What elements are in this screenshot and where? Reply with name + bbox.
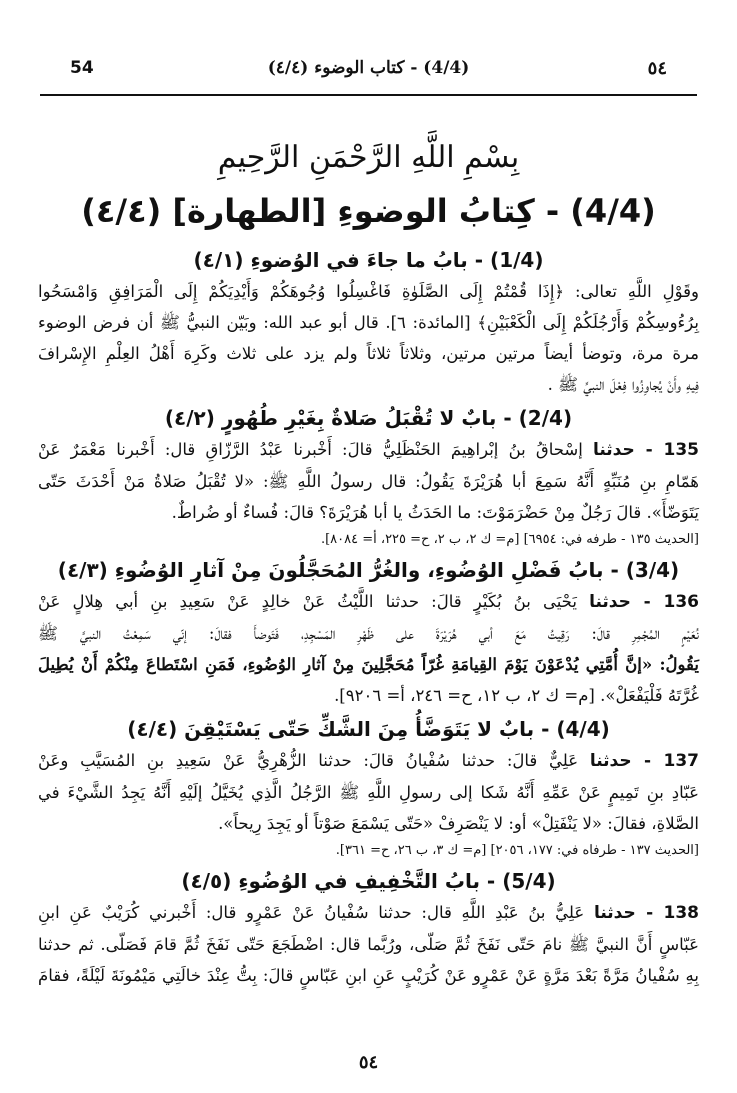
text-line: بِرُءُوسِكُمْ وَأَرْجُلَكُمْ إِلَى الْكَعْبَيْنِ﴾ [المائدة: ٦]. قال أبو عبد الله: وبَيّن النبيُّ ﷺ أن فرض الوضوء	[38, 313, 700, 332]
page-header	[40, 54, 697, 96]
page-number-arabic: ٥٤	[647, 58, 667, 79]
hadith-number: 137 - حدثنا	[589, 751, 699, 771]
chapter-heading: (1/4) - بابُ ما جاءَ في الوُضوءِ (٤/١)	[193, 248, 544, 272]
page-number-latin: 54	[70, 58, 94, 78]
hadith-line	[38, 434, 699, 466]
chapter-heading: (2/4) - بابٌ لا تُقْبَلُ صَلاةٌ بِغَيْرِ طُهُورٍ (٤/٢)	[164, 406, 573, 430]
chapter-heading: (4/4) - بابٌ لا يَتَوَضَّأُ مِنَ الشَّكِّ حَتّى يَسْتَيْقِنَ (٤/٤)	[127, 717, 610, 741]
hadith-text: يَحْيَى بنُ بُكَيْرٍ قالَ: حدثنا اللَّيْثُ عَنْ خالِدٍ عَنْ سَعِيدِ بنِ أبي هِلالٍ عَنْ	[38, 592, 577, 611]
text-line: مرة مرة، وتوضأ أيضاً مرتين مرتين، وثلاثاً ثلاثاً ولم يزد على ثلاث وكَرِهَ أَهْلُ العِلْمِ الإِسْرافَ	[38, 344, 699, 363]
basmala: بِسْمِ اللَّهِ الرَّحْمَنِ الرَّحِيمِ	[217, 140, 520, 175]
text-line: فِيهِ وأَنْ يُجاوِزُوا فِعْلَ النبيِّ ﷺ .	[547, 375, 699, 394]
hadith-reference: [الحديث ١٣٧ - طرفاه في: ١٧٧، ٢٠٥٦] [م= ك ٣، ب ٢٦، ح= ٣٦١].	[335, 843, 699, 858]
text-line: غُرَّتَهُ فَلْيَفْعَلْ». [م= ك ٢، ب ١٢، ح= ٢٤٦، أ= ٩٢٠٦].	[334, 686, 699, 705]
text-line: يَتَوَضّأَ». قالَ رَجُلٌ مِنْ حَضْرَمَوْتَ: ما الحَدَثُ يا أبا هُرَيْرَةَ؟ قالَ: فُساءٌ أو ضُراطٌ.	[171, 503, 699, 522]
hadith-number: 138 - حدثنا	[593, 903, 700, 923]
hadith-reference: [الحديث ١٣٥ - طرفه في: ٦٩٥٤] [م= ك ٢، ب ٢، ح= ٢٢٥، أ= ٨٠٨٤].	[320, 532, 699, 547]
page-footer-number: ٥٤	[358, 1052, 379, 1073]
text-line: وقَوْلِ اللَّهِ تعالى: ﴿إِذَا قُمْتُمْ إِلَى الصَّلَوٰةِ فَاغْسِلُوا وُجُوهَكُمْ وَأَيْدِيَكُمْ إِلَى الْمَرَافِقِ وَامْسَحُوا	[38, 282, 699, 301]
text-line: يَقُولُ: «إنَّ أُمَّتِي يُدْعَوْنَ يَوْمَ القِيامَةِ غُرّاً مُحَجَّلِينَ مِنْ آثارِ الوُضُوءِ، فَمَنِ اسْتَطاعَ مِنْكُمْ أَنْ يُطِيلَ	[38, 655, 699, 674]
hadith-number: 136 - حدثنا	[589, 592, 700, 612]
text-body	[38, 248, 699, 991]
text-line: عَبّاسٍ أَنَّ النبيَّ ﷺ نامَ حَتّى نَفَخَ ثُمَّ صَلّى، ورُبَّما قال: اضْطَجَعَ حَتّى نَفَخَ ثُمَّ قامَ فَصَلّى. ثم حدثنا	[38, 935, 699, 954]
hadith-line	[38, 897, 699, 929]
running-title: (4/4) - كتاب الوضوء (٤/٤)	[267, 58, 470, 78]
text-line: نُعَيْمٍ المُجْمِرِ قالَ: رَقِيتُ مَعَ أبي هُرَيْرَةَ على ظَهْرِ المَسْجِدِ، فَتَوضأَ فقالَ: إنّي سَمِعْتُ النبيَّ ﷺ	[38, 624, 699, 643]
chapter-heading: (5/4) - بابُ التَّخْفِيفِ في الوُضُوءِ (٤/٥)	[181, 869, 556, 893]
hadith-text: إسْحاقُ بنُ إبْراهِيمَ الحَنْظَلِيُّ قالَ: أَخْبرنا عَبْدُ الرَّزّاقِ قال: أَخْبرنا مَعْمَرٌ عَنْ	[38, 440, 583, 459]
book-title: (4/4) - كِتابُ الوضوءِ [الطهارة] (٤/٤)	[81, 192, 656, 230]
text-line: بِهِ سُفْيانُ مَرَّةً بَعْدَ مَرَّةٍ عَنْ عَمْرٍو عَنْ كُرَيْبٍ عَنِ ابنِ عَبّاسٍ قالَ: بِتُّ عِنْدَ خالَتِي مَيْمُونَةَ لَيْلَةً، فقامَ	[38, 966, 699, 985]
hadith-line	[38, 745, 699, 777]
text-line: هَمّامِ بنِ مُنَبِّهٍ أَنَّهُ سَمِعَ أبا هُرَيْرَةَ يَقُولُ: قال رسولُ اللَّهِ ﷺ: «لا تُقْبَلُ صَلاةُ مَنْ أَحْدَثَ حَتّى	[38, 472, 699, 491]
hadith-text: عَلِيُّ بنُ عَبْدِ اللَّهِ قال: حدثنا سُفْيانُ عَنْ عَمْرٍو قال: أَخْبرني كُرَيْبٌ عَنِ ابنِ	[38, 903, 585, 922]
hadith-number: 135 - حدثنا	[592, 440, 699, 460]
chapter-heading: (3/4) - بابُ فَضْلِ الوُضُوءِ، والغُرُّ المُحَجَّلُونَ مِنْ آثارِ الوُضُوءِ (٤/٣)	[57, 558, 680, 582]
hadith-text: عَلِيٌّ قالَ: حدثنا سُفْيانُ قالَ: حدثنا الزُّهْرِيُّ عَنْ سَعِيدِ بنِ المُسَيَّبِ وعَنْ	[38, 751, 579, 770]
text-line: عَبّادِ بنِ تَمِيمٍ عَنْ عَمِّهِ أَنَّهُ شَكا إلى رسولِ اللَّهِ ﷺ الرَّجُلُ الَّذِي يُخَيَّلُ إلَيْهِ أَنَّهُ يَجِدُ الشَّيْءَ في	[38, 783, 699, 802]
text-line: الصَّلاةِ، فقالَ: «لا يَنْفَتِلْ» أو: لا يَنْصَرِفْ «حَتّى يَسْمَعَ صَوْتاً أو يَجِدَ رِيحاً».	[218, 814, 699, 833]
hadith-line	[38, 586, 699, 618]
